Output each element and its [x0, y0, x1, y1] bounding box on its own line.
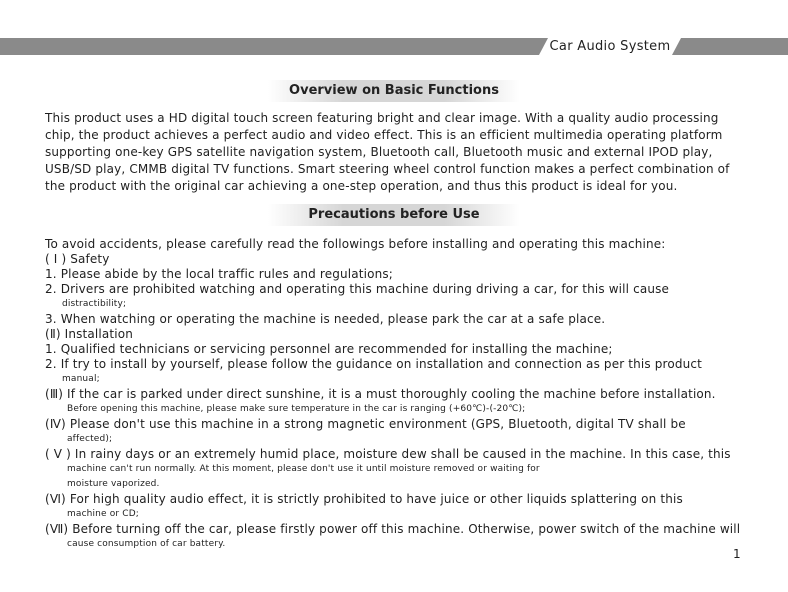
header-title: Car Audio System — [549, 39, 671, 54]
precaution-line: cause consumption of car battery. — [67, 539, 226, 549]
header-bar-left — [0, 38, 548, 55]
section-title-overview: Overview on Basic Functions — [268, 80, 520, 102]
precaution-line: ( V ) In rainy days or an extremely humid place, moisture dew shall be caused in the machine. In this case, this — [45, 447, 731, 461]
overview-line: This product uses a HD digital touch screen featuring bright and clear image. With a quality audio processing — [45, 111, 719, 125]
overview-line: the product with the original car achieving a one-step operation, and thus this product is ideal for you. — [45, 179, 678, 193]
precaution-line: (Ⅶ) Before turning off the car, please firstly power off this machine. Otherwise, power switch of the machine will — [45, 522, 741, 536]
precaution-line: (Ⅲ) If the car is parked under direct sunshine, it is a must thoroughly cooling the machine before installation. — [45, 387, 716, 401]
precaution-line: 1. Please abide by the local traffic rules and regulations; — [45, 267, 393, 281]
overview-line: USB/SD play, CMMB digital TV functions. Smart steering wheel control function makes a perfect combination of — [45, 162, 730, 176]
precaution-line: ( I ) Safety — [45, 252, 110, 266]
precaution-line: manual; — [62, 374, 100, 384]
precaution-line: 2. If try to install by yourself, please follow the guidance on installation and connection as per this product — [45, 357, 702, 371]
page-number: 1 — [733, 547, 741, 561]
overview-line: supporting one-key GPS satellite navigation system, Bluetooth call, Bluetooth music and external IPOD play, — [45, 145, 713, 159]
precaution-line: 3. When watching or operating the machine is needed, please park the car at a safe place. — [45, 312, 606, 326]
precaution-line: To avoid accidents, please carefully read the followings before installing and operating this machine: — [45, 237, 666, 251]
precaution-line: Before opening this machine, please make sure temperature in the car is ranging (+60℃)-(-20℃); — [67, 404, 526, 414]
precaution-line: moisture vaporized. — [67, 479, 160, 489]
section-title-precautions: Precautions before Use — [268, 204, 520, 226]
precaution-line: distractibility; — [62, 299, 127, 309]
precaution-line: machine or CD; — [67, 509, 139, 519]
precaution-line: 1. Qualified technicians or servicing personnel are recommended for installing the machine; — [45, 342, 613, 356]
precaution-line: machine can't run normally. At this moment, please don't use it until moisture removed or waiting for — [67, 464, 540, 474]
precaution-line: (Ⅱ) Installation — [45, 327, 133, 341]
overview-line: chip, the product achieves a perfect audio and video effect. This is an efficient multimedia operating platform — [45, 128, 723, 142]
precaution-line: 2. Drivers are prohibited watching and operating this machine during driving a car, for this will cause — [45, 282, 670, 296]
precaution-line: (Ⅵ) For high quality audio effect, it is strictly prohibited to have juice or other liquids splattering on this — [45, 492, 683, 506]
header-bar-right — [672, 38, 788, 55]
precaution-line: affected); — [67, 434, 113, 444]
precaution-line: (Ⅳ) Please don't use this machine in a strong magnetic environment (GPS, Bluetooth, digital TV shall be — [45, 417, 686, 431]
